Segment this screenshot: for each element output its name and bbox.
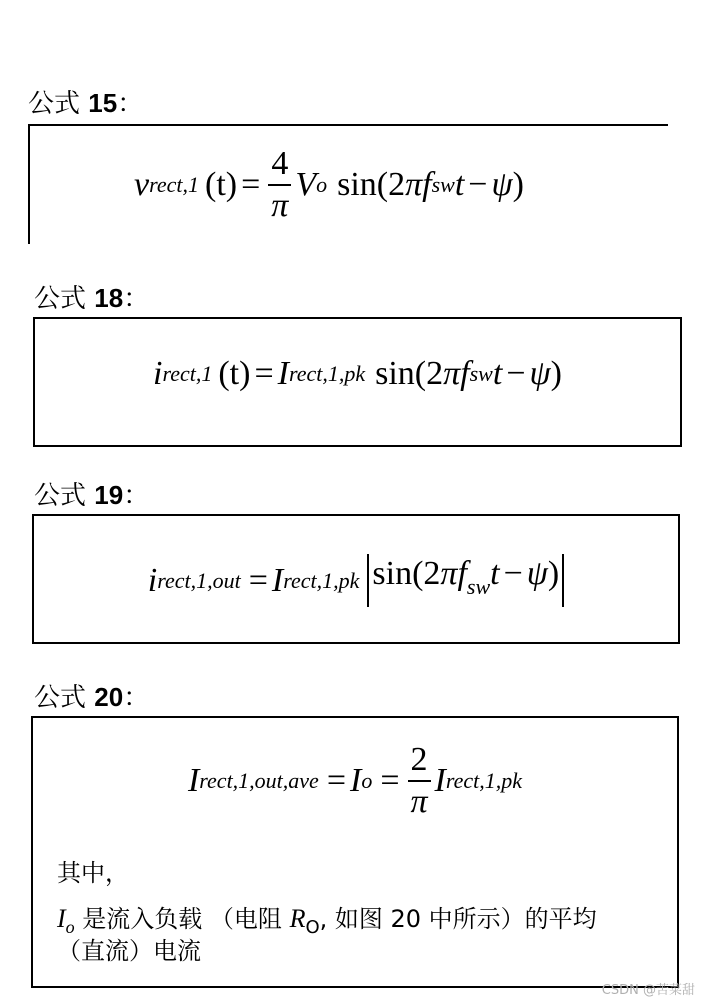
note-definition-cont: （直流）电流 bbox=[57, 937, 201, 965]
note-definition: $I_o$ 是流入负载 （电阻 $R_O$, 如图 20 中所示）的平均 bbox=[57, 904, 597, 938]
absolute-value: $\sin(2\pi f_{sw}t - \psi)$ bbox=[367, 554, 564, 607]
formula-19-heading: 公式 19： bbox=[34, 480, 150, 511]
formula-19-box bbox=[32, 514, 680, 644]
formula-15-frame bbox=[28, 124, 668, 244]
note-where: 其中， bbox=[57, 859, 129, 887]
formula-20-heading: 公式 20： bbox=[34, 682, 150, 713]
formula-18-equation: i rect,1 (t) = I rect,1,pk sin(2 π f sw t − ψ ) bbox=[153, 355, 562, 392]
formula-20-box bbox=[31, 716, 679, 988]
formula-15-equation: v rect,1 (t) = $\frac{4}{\pi}$ V o sin(2 π f sw t − ψ ) bbox=[134, 145, 524, 224]
formula-15-heading: 公式 15： bbox=[28, 88, 144, 119]
watermark: CSDN @苦菜甜 bbox=[601, 983, 695, 998]
fraction-4-over-pi: $\frac{4}{\pi}$ bbox=[268, 144, 291, 226]
fraction-2-over-pi: $\frac{2}{\pi}$ bbox=[408, 740, 431, 822]
formula-19-equation: i rect,1,out = I rect,1,pk $\sin(2\pi f_{sw}t - \psi)$ bbox=[34, 554, 678, 607]
formula-18-heading: 公式 18： bbox=[34, 283, 150, 314]
formula-18-box bbox=[33, 317, 682, 447]
formula-20-equation: I rect,1,out,ave = I o = $\frac{2}{\pi}$ I rect,1,pk bbox=[187, 741, 523, 820]
